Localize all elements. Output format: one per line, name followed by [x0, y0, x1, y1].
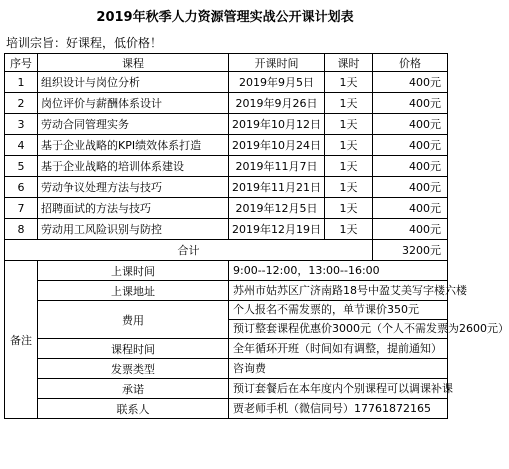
course-num: 6: [5, 177, 38, 198]
remark-row-invoice: [5, 359, 448, 379]
course-price: 400元: [373, 219, 448, 240]
course-date: 2019年12月19日: [229, 219, 325, 240]
time-value: 9:00--12:00，13:00--16:00: [229, 261, 448, 281]
page-title: 2019年秋季人力资源管理实战公开课计划表: [96, 10, 354, 25]
address-label: 上课地址: [38, 281, 229, 301]
course-name: 基于企业战略的培训体系建设: [38, 156, 229, 177]
fee-line-2: 预订整套课程优惠价3000元（个人不需发票为2600元）: [229, 320, 448, 339]
contact-value: 贾老师手机（微信同号）17761872165: [229, 399, 448, 419]
course-num: 7: [5, 198, 38, 219]
total-label: 合计: [5, 240, 373, 261]
course-name: 岗位评价与薪酬体系设计: [38, 93, 229, 114]
table-row: [5, 219, 448, 240]
training-motto: 培训宗旨：好课程，低价格！: [6, 36, 163, 50]
remark-row-schedule: [5, 339, 448, 359]
course-days: 1天: [325, 219, 373, 240]
header-course: 课程: [38, 54, 229, 72]
course-name: 基于企业战略的KPI绩效体系打造: [38, 135, 229, 156]
course-days: 1天: [325, 198, 373, 219]
course-days: 1天: [325, 114, 373, 135]
remark-row-promise: [5, 379, 448, 399]
course-date: 2019年9月26日: [229, 93, 325, 114]
invoice-label: 发票类型: [38, 359, 229, 379]
course-num: 1: [5, 72, 38, 93]
schedule-value: 全年循环开班（时间如有调整，提前通知）: [229, 339, 448, 359]
table-row: [5, 177, 448, 198]
remark-row-time: [5, 261, 448, 281]
header-price: 价格: [373, 54, 448, 72]
table-row: [5, 114, 448, 135]
course-name: 劳动合同管理实务: [38, 114, 229, 135]
invoice-value: 咨询费: [229, 359, 448, 379]
course-date: 2019年12月5日: [229, 198, 325, 219]
course-date: 2019年11月21日: [229, 177, 325, 198]
contact-label: 联系人: [38, 399, 229, 419]
course-price: 400元: [373, 177, 448, 198]
course-days: 1天: [325, 177, 373, 198]
table-row: [5, 135, 448, 156]
course-days: 1天: [325, 156, 373, 177]
remarks-label: 备注: [5, 261, 38, 419]
course-date: 2019年10月12日: [229, 114, 325, 135]
course-date: 2019年10月24日: [229, 135, 325, 156]
course-date: 2019年9月5日: [229, 72, 325, 93]
course-name: 劳动用工风险识别与防控: [38, 219, 229, 240]
table-row: [5, 156, 448, 177]
header-num: 序号: [5, 54, 38, 72]
table-row: [5, 72, 448, 93]
course-days: 1天: [325, 93, 373, 114]
table-row: [5, 198, 448, 219]
course-price: 400元: [373, 93, 448, 114]
remark-row-contact: [5, 399, 448, 419]
course-num: 8: [5, 219, 38, 240]
promise-label: 承诺: [38, 379, 229, 399]
header-date: 开课时间: [229, 54, 325, 72]
course-name: 组织设计与岗位分析: [38, 72, 229, 93]
course-num: 5: [5, 156, 38, 177]
total-row: [5, 240, 448, 261]
header-days: 课时: [325, 54, 373, 72]
course-price: 400元: [373, 135, 448, 156]
course-price: 400元: [373, 114, 448, 135]
course-days: 1天: [325, 72, 373, 93]
table-row: [5, 93, 448, 114]
fee-label: 费用: [38, 301, 229, 339]
table-header-row: [5, 54, 448, 72]
remark-row-fee-1: [5, 301, 448, 320]
course-num: 4: [5, 135, 38, 156]
course-schedule-table: [4, 53, 509, 419]
course-price: 400元: [373, 72, 448, 93]
course-days: 1天: [325, 135, 373, 156]
schedule-label: 课程时间: [38, 339, 229, 359]
remark-row-address: [5, 281, 448, 301]
total-value: 3200元: [373, 240, 448, 261]
course-num: 3: [5, 114, 38, 135]
course-name: 劳动争议处理方法与技巧: [38, 177, 229, 198]
course-num: 2: [5, 93, 38, 114]
promise-value: 预订套餐后在本年度内个别课程可以调课补课: [229, 379, 448, 399]
course-date: 2019年11月7日: [229, 156, 325, 177]
fee-line-1: 个人报名不需发票的，单节课价350元: [229, 301, 448, 320]
time-label: 上课时间: [38, 261, 229, 281]
address-value: 苏州市姑苏区广济南路18号中盈艾美写字楼六楼: [229, 281, 448, 301]
course-name: 招聘面试的方法与技巧: [38, 198, 229, 219]
course-price: 400元: [373, 198, 448, 219]
course-price: 400元: [373, 156, 448, 177]
